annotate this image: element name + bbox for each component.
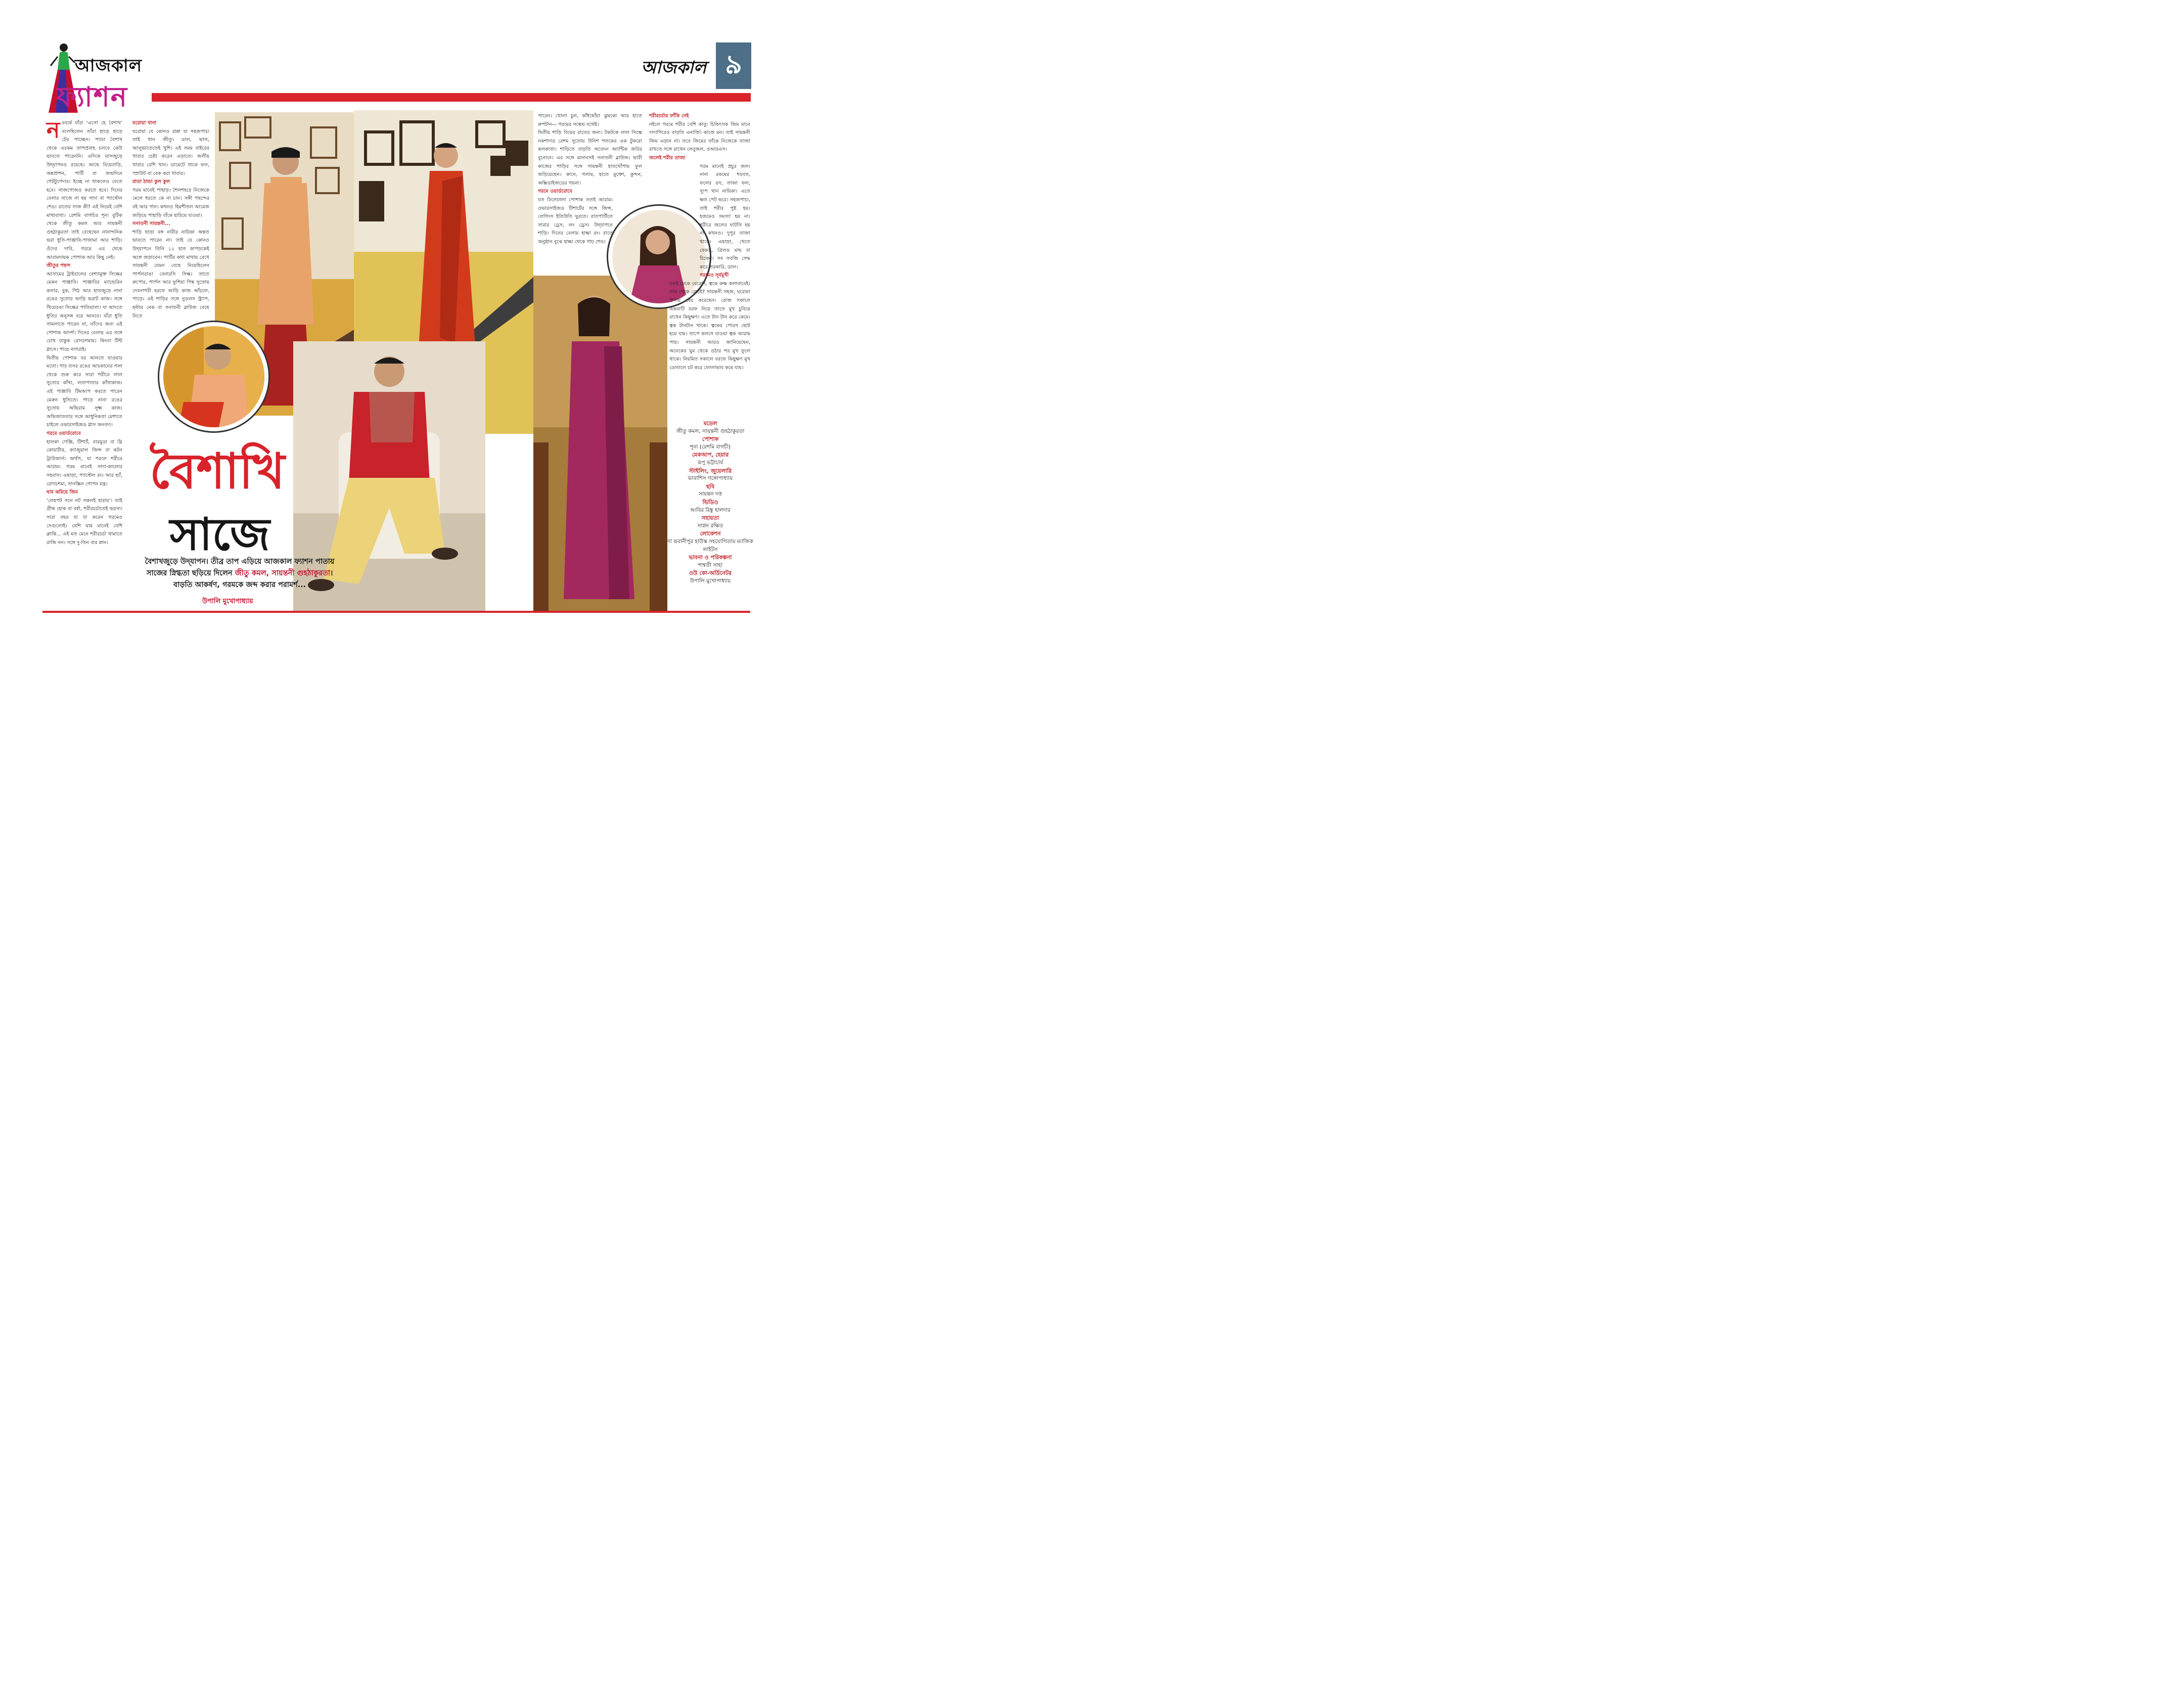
credit-value: ভাবাশিস গঙ্গোপাধ্যায় [688, 475, 733, 482]
intro-text [139, 556, 341, 591]
drop-cap: ন [47, 117, 60, 143]
page-number: ৯ [716, 42, 751, 89]
col1-paragraph: আসামের ট্রাইবালের বেশ্যামুক্ত সিল্কের মেকন পাঞ্জাবি। পাঞ্জাবির ম্যান্ডেরিন কলার, বুক, পিঠ আর হাতজুড়ে নানা রঙের সুতোর আড়ি ভরাট কাজ। সঙ্গে খিয়েরঙা সিল্কের পাতিয়ালা। যা আদতে ধুতির অনুসঙ্গ বয়ে আনবে। যাঁরা ধুতি সামলাতে পারেন না, তাঁদের জন্য এই পোশাক আদর্শ। দিনের বেলায় এর সঙ্গে চোখ ঢাকুক রোদচশমায়। কিংবা টিন্ট গ্লাসে। পায়ে নাগরাই। [47, 271, 122, 353]
col1-paragraph: ‘লেহপট সনে নট সকলই হারায়’। তাই গ্রীষ্ম হোক বা বর্ষা, শরীরচর্চাতেই ভরসা। সারা বছর যা যা করেন গরমেও সেগুলোই। বেশি ঘাম মানেই বেশি ক্লান্তি... এই মত মেনে শরীরচর্চা থামাতে রাজি নন। সঙ্গে দু-তিন বার স্নান। [47, 498, 122, 546]
byline: উপালি মুখোপাধ্যায় [202, 598, 253, 605]
credit-value: রূপু ভট্টাচার্য [697, 459, 723, 466]
credit-value: উপালি মুখোপাধ্যায় [690, 577, 731, 584]
masthead-red-bar [152, 93, 751, 102]
col2-subhead: ঘরোয়া খানা [132, 120, 157, 126]
credit-value: জীতু কমল, সায়ন্তনী গুহঠাকুরতা [676, 428, 745, 434]
credit-title: লোকেশন [700, 530, 721, 537]
credit-value: শাশ্বতী সাহা [698, 562, 722, 568]
col3-paragraph: দ্বিতীয় শাড়ি বিয়ের রাতের জন্য। টকটকে লাল সিল্কে নকশাদার রেশম সুতোয় উনিশ শতকের এক টুকরো কলকাতা। শাড়িতে বাড়তি অবেদন অ্যান্টিক জরির বুনোনে। এর সঙ্গে মানানসই সনাতনী ব্লাউজ। ভারী কাজের শাড়ির সঙ্গে সায়ন্তনী হাতখোঁপায় ফুল জড়িয়েছেন। কানে, গলায়, হাতে মুক্তো, কুন্দন, অক্সিডাইজডের গয়না। [538, 130, 642, 186]
article-column-3 [538, 112, 642, 247]
col4-paragraph: নইলে গরমে শরীর বেশি কাবু। চিকিৎসক জিম মানে দাদাগিরেও বাড়তি এনার্জি। কাজে মন। তাই সায়ন্তনী জিম এড়ান না। তবে জিমের ফাঁকে নিজেকে তাজা রাখতে সঙ্গে রাখেন লেবুজল, ওআরএস। [649, 121, 750, 153]
credit-title: মডেল [703, 420, 717, 427]
credit-value: সায়ন্তন দত্ত [698, 491, 722, 498]
col1-subhead: গরমে ওয়ার্ডরোবে [47, 430, 81, 436]
col1-paragraph: হালকা গেঞ্জি, টিশার্ট, বারমুডা বা থ্রি কোয়ার্টার, ক্যাজুয়াল জিন্স বা কটন ট্রাউজার্স। অর্থাৎ, যা পরলে শরীরে আরাম। গরম মানেই সাদা-কালোর সহবাস। এছাড়া, প্যাস্টেল রং। আর হ্যাঁ, রোদচশমা, সানস্ক্রিন গোপন মন্ত্র। [47, 439, 122, 487]
credit-title: মেকআপ, হেয়ার [692, 452, 729, 459]
bottom-rule [42, 611, 750, 613]
article-column-2 [132, 119, 209, 321]
credit-value: শূন্য (রেশমি বাগচী) [690, 443, 731, 450]
credit-title: ভাবনা ও পরিকল্পনা [689, 554, 732, 561]
credit-title: সহায়তা [701, 515, 719, 522]
col3-paragraph: যত ঢিলেঢালা পোশাক ততই আরাম। ওভারসাইজড টিশার্টের সঙ্গে জিন্স, লেগিংস ইতিউতি ঘুরতে। রাতপার্টিতে সারার ড্রেস, লং ড্রেস। উদ্‌যাপনে শাড়ি। দিনের বেলায় হাল্কা রং। রাতে অনুষ্ঠান বুঝে হাল্কা থেকে গাঢ় শেড। [538, 197, 613, 245]
credit-value: সাগ্নন রক্ষিত [697, 522, 723, 529]
col1-subhead: ঘাম ঝরিয়ে জিম [47, 489, 78, 496]
headline-line2: সাজে [170, 508, 270, 560]
circle-photo-jeetu [161, 324, 267, 430]
article-column-1 [47, 119, 122, 547]
col3-subhead: গরমে ওয়ার্ডরোবে [538, 189, 572, 195]
col2-paragraph: ঘরোয়া যে কোনও রান্না যা সহজপাচ্য তাই খান জীতু। ডাল, ভাত, আলুভাতেতেই খুশি। এই সময় বাইরের খাবার চেষ্টা করেন এড়াতে। জলীয় খাবার বেশি খান। ডায়েটে থাকে ফল, স্প্রাউট বা বেক করা খাবার। [132, 128, 209, 176]
brand-logo: আজকাল [641, 58, 707, 78]
section-logo-fashion: ফ্যাশন [57, 81, 128, 113]
col4-paragraph: গরম মানেই প্রচুর জল। নানা রকমের শরবত, ফলের রস, তাজা ফল, স্যুপ খান নায়িকা। এতে ক্ষত পেট ভরে। সহজপাচ্য, তাই শরীর পুষ্ট হয়। হজমেও সমস্যা হয় না। শরীরে জলের ঘাটতি হয় না কখনও। দুপুর তাজা থাকে। এছাড়া, খেতে বেকড, গ্রিলড মাছ বা চিকেন। সব সবজি সেদ্ধ করে তরকারি, ডাল। [700, 163, 750, 270]
headline-line1: বৈশাখি [150, 443, 285, 500]
col2-subhead: রাতা ঠান্ডা কুল কুল [132, 179, 170, 185]
col4-subhead: শরীরচর্চায় ফাঁকি নেই [649, 113, 689, 119]
col4-subhead: জলেই শরীর তাজা [649, 155, 686, 161]
credit-value: আবির রিঙ্কু হালদার [690, 507, 731, 513]
credit-title: স্টাইলিং, জুয়েলারি [689, 467, 732, 474]
intro-part2: । বাড়তি আকর্ষণ, গরমকে জব্দ করার পরামর্শ... [173, 569, 333, 589]
credit-title: ছবি [706, 483, 714, 490]
credits-box [667, 420, 753, 585]
credit-title: ভিডিও [702, 499, 718, 506]
col4-paragraph: যতই ঢেকে বেরোন, ত্বকে রুক্ষ কলাবাবেই। তার থেকে রেহাই? সায়ন্তনী সহজ, ঘরোয়া উপায় বের করেছেন। রোজ সকালে একবাটি বরফ নিয়ে তাতে মুখ চুবিয়ে রাখেন কিছুক্ষণ। এতে টান টান করে কেমে। ত্বক টানটান থাকে। ত্বকের পোরস ছোট হয়ে যায়। তাপে কলসে যাওয়া ত্বক আরাম পায়। সায়ন্তনী আরও জানিয়েছেন, অনেকের ঘুম থেকে ওঠার পর মুখ ফুলে থাকে। নিয়মিত সকালে বরফে কিছুক্ষণ মুখ ডোবালে চট করে ফোলাভাব কমে যায়। [669, 281, 750, 371]
col4-subhead: গরমেও সূর্যমুখী [700, 273, 729, 279]
col2-subhead: সনাতনী সায়ন্তনী... [132, 221, 170, 227]
col1-subhead: জীতুর পছন্দ [47, 263, 71, 269]
section-logo-top: আজকাল [75, 56, 143, 76]
col2-paragraph: শাড়ি ছাড়া বঙ্গ নারীর নায়িকা অন্তত ভাবতে পারেন না। তাই যে কোনও উদ্‌যাপনে তিনি ১২ হাত কাপড়কেই অঙ্গে জড়াবেন। পার্টির কথা মাথায় রেখে সায়ন্তনী যেমন বেছে নিয়েছিলেন পার্পলরাঙা বেনারসি সিল্ক। তাতে রুপোর, পার্পল আর ফুশিয়া পিঙ্ক সুতোয় দেবনাগরী হরফে আড়ি কাজ আঁচলে, পাড়ে। এই শাড়ির সঙ্গে নুডলস স্ট্র্যাপ, হল্টার নেক বা সনাতনী ব্লাউজ বেছে নিতে [132, 229, 209, 319]
credit-value: দা ভবানীপুর হাউস্ক সহযোগিতায় ম্যাজিক লাইটস [667, 538, 753, 553]
credit-title: ওউ কো-অর্ডিনেটর [689, 570, 732, 577]
article-column-4 [649, 112, 750, 372]
col3-paragraph: পারেন। খোলা চুল, কাঁধছোঁয়া ঝুমকো আর হাতে রুপটান— গরমের সন্ধেয় যথেষ্ট। [538, 113, 642, 127]
credit-title: পোশাক [702, 436, 719, 443]
photo-sayantani-purple-saree [533, 276, 667, 612]
intro-highlight: জীতু কমল, সায়ন্তনী গুহঠাকুরতা [235, 569, 331, 577]
col1-paragraph: ববর্ষে যাঁরা ‘এসো হে বৈশাখ’ বলেছিলেন তাঁরা হাড়ে হাড়ে টের পাচ্ছেন। প্যাচা বৈশাখ থেকে এরকম তাপপ্রবাহ চলবে কেউ ভাবতে পারেননি। এদিকে মাসজুড়ে উদ্‌যাপনও রয়েছে। আছে বিয়েবাড়ি, অন্নপ্রাশন, পার্টি বা জন্মদিনে গেটটুগেদার। ইচ্ছে না থাকলেও যেতে হবে। সাজগোজও করতে হবে। দিনের বেলার সাজে না হয় সাদা বা প্যাস্টেল শেড। রাতের সাজ কী? এই নিয়েই বেশি মাথাব্যথা। রেশমি বাগচির শূন্য বুটিক থেকে জীতু কমল আর সায়ন্তনী গুহঠাকুরতা তাই বেছেছেন নানান্দনিক ভরা ধুতি-পাঞ্জাবি-পাজামা আর শাড়ি। ওঁদের দাবি, গরমে এর থেকে আরামদায়ক পোশাক আর কিছু নেই। [47, 120, 122, 260]
col1-paragraph: দ্বিতীয় পোশাক বর আনতে যাওয়ার মতো। গাঢ় তসর রঙের আচকানের গলা থেকে শুরু করে সারা শরীরে লাল সুতোর কাঁথা, লতাপাতার কাঁথাকাজ। এই পাঞ্জাবি টিমআপ করতে পারেন মেরুন ধুতিতে। পাড়ে নানা রঙের সুতোয় অভিরাম সূক্ষ্ম কাজ। অভিজাততার সঙ্গে আধুনিকতা মেশাতে চাইলে ওভারসাইজড গ্লাস অনবদ্য। [47, 355, 122, 428]
col2-paragraph: গরম মানেই পাহাড়। শৈলশহরে নিজেকে মেলে ধরতে কে না চান। সঙ্গী পছন্দের বই আর গান। কখনও হিমশীতল আমেজ জড়িয়ে পাহাড়ি বাঁকে হারিয়ে যাওয়া। [132, 187, 209, 218]
intro-part1: বৈশাখজুড়ে উদ্‌যাপন। তীব্র তাপ এড়িয়ে আজকাল ফ্যাশন পাতায় সাজের স্নিগ্ধতা ছড়িয়ে দিলেন [145, 558, 335, 577]
